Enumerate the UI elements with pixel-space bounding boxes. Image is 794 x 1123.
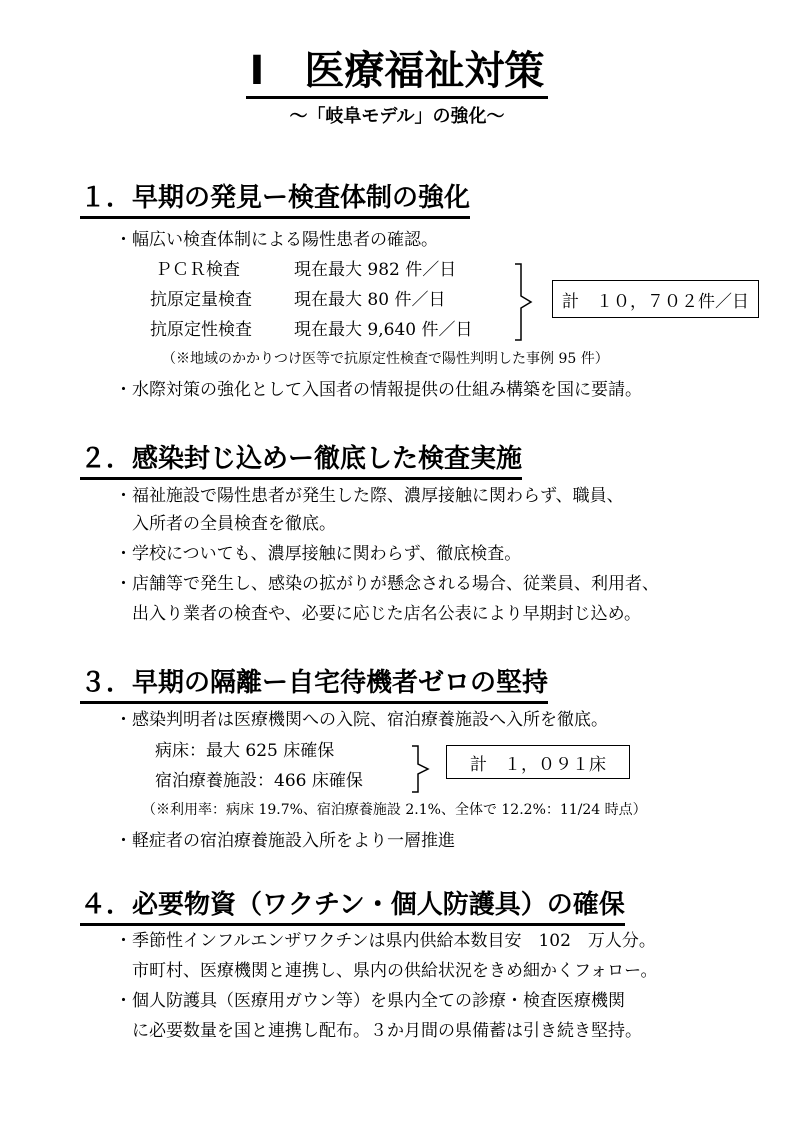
bed-total-box: 計 １，０９１床 <box>446 745 630 779</box>
section-3-bullet-2: ・軽症者の宿泊療養施設入所をより一層推進 <box>115 831 455 851</box>
section-4-line: 市町村、医療機関と連携し、県内の供給状況をきめ細かくフォロー。 <box>115 961 658 981</box>
section-2-line: ・店舗等で発生し、感染の拡がりが懸念される場合、従業員、利用者、 <box>115 574 659 594</box>
section-3-note: （※利用率：病床 19.7%、宿泊療養施設 2.1%、全体で 12.2%：11/24 時点） <box>142 802 647 818</box>
section-4-heading: ４．必要物資（ワクチン・個人防護具）の確保 <box>80 887 625 926</box>
page-subtitle: ～「岐阜モデル」の強化～ <box>289 106 505 127</box>
section-4-line: ・個人防護具（医療用ガウン等）を県内全ての診療・検査医療機関 <box>115 991 625 1011</box>
bed-item-hospital: 病床：最大 625 床確保 <box>155 741 335 761</box>
section-3-bullet: ・感染判明者は医療機関への入院、宿泊療養施設へ入所を徹底。 <box>115 710 608 730</box>
section-2-line: ・学校についても、濃厚接触に関わらず、徹底検査。 <box>115 544 522 564</box>
section-1-bullet: ・幅広い検査体制による陽性患者の確認。 <box>115 230 438 250</box>
bed-item-hotel: 宿泊療養施設：466 床確保 <box>155 771 363 791</box>
right-brace-icon <box>513 262 543 342</box>
test-total-box: 計 １０，７０２件／日 <box>552 280 759 318</box>
test-value-antigen-qualitative: 現在最大 9,640 件／日 <box>294 320 473 340</box>
section-4-line: に必要数量を国と連携し配布。３か月間の県備蓄は引き続き堅持。 <box>115 1021 642 1041</box>
test-name-antigen-qualitative: 抗原定性検査 <box>150 320 252 340</box>
section-2-line: ・福祉施設で陽性患者が発生した際、濃厚接触に関わらず、職員、 <box>115 486 624 506</box>
test-value-antigen-quantitative: 現在最大 80 件／日 <box>294 290 446 310</box>
section-1-heading: １．早期の発見ー検査体制の強化 <box>80 180 470 219</box>
test-value-pcr: 現在最大 982 件／日 <box>294 260 457 280</box>
section-3-heading: ３．早期の隔離ー自宅待機者ゼロの堅持 <box>80 665 548 704</box>
section-2-heading: ２．感染封じ込めー徹底した検査実施 <box>80 441 522 480</box>
section-4-line: ・季節性インフルエンザワクチンは県内供給本数目安 102 万人分。 <box>115 931 656 951</box>
test-name-pcr: ＰＣＲ検査 <box>155 260 240 280</box>
section-1-note: （※地域のかかりつけ医等で抗原定性検査で陽性判明した事例 95 件） <box>162 351 609 367</box>
section-2-line: 出入り業者の検査や、必要に応じた店名公表により早期封じ込め。 <box>115 604 641 624</box>
section-1-bullet-2: ・水際対策の強化として入国者の情報提供の仕組み構築を国に要請。 <box>115 380 642 400</box>
section-2-line: 入所者の全員検査を徹底。 <box>115 514 336 534</box>
page-title: Ⅰ 医療福祉対策 <box>0 42 794 100</box>
test-name-antigen-quantitative: 抗原定量検査 <box>150 290 252 310</box>
right-brace-icon <box>410 744 440 794</box>
